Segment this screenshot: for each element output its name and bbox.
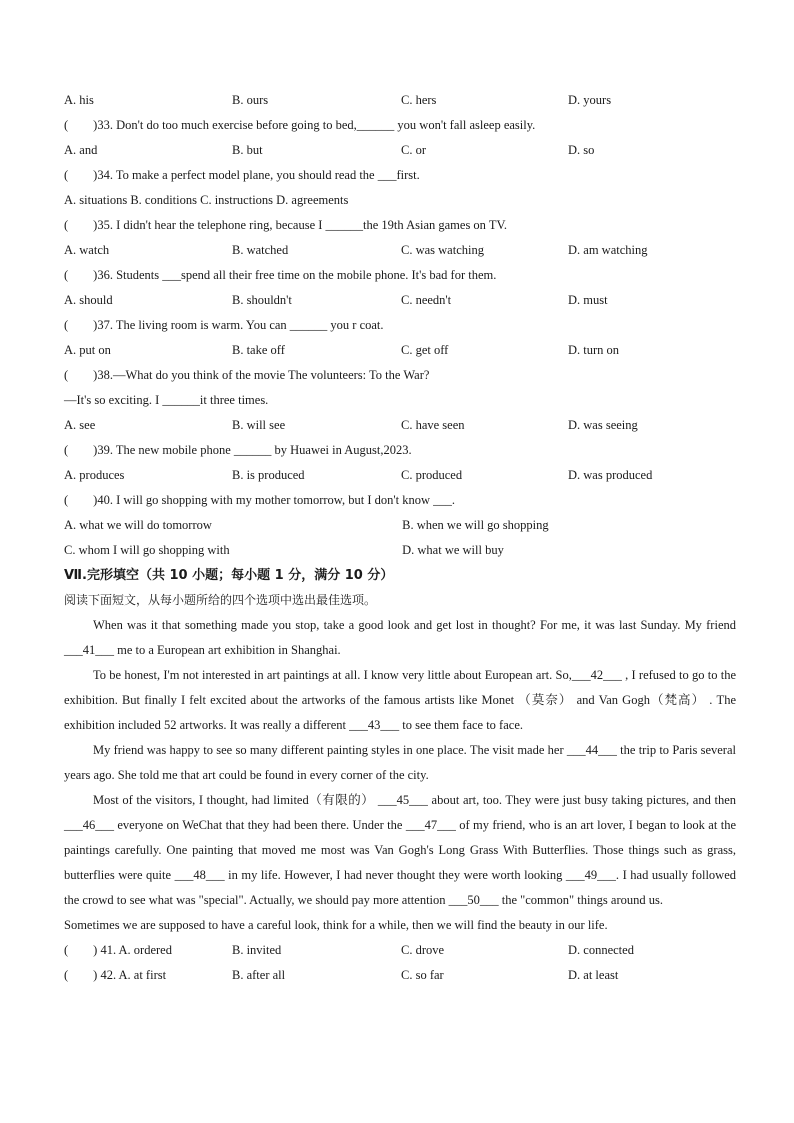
- option-b[interactable]: B. when we will go shopping: [402, 518, 549, 532]
- option-c[interactable]: C. produced: [401, 468, 463, 482]
- passage-paragraph-2: To be honest, I'm not interested in art paintings at all. I know very little about European art. So,___42___ , I refused to go to the exhibition. But finally I felt excited about the artworks of the famous artists like Monet （莫奈） and Van Gogh（梵高） . The exhibition included 52 artworks. It was really a different ___43___ to see them face to face.: [64, 668, 736, 732]
- option-c[interactable]: C. whom I will go shopping with: [64, 543, 230, 557]
- option-c[interactable]: C. needn't: [401, 293, 452, 307]
- option-c[interactable]: C. get off: [401, 343, 449, 357]
- q34-options[interactable]: A. situations B. conditions C. instructions D. agreements: [64, 193, 349, 207]
- passage-paragraph-3: My friend was happy to see so many different painting styles in one place. The visit made her ___44___ the trip to Paris several years ago. She told me that art could be found in every corner of the city.: [64, 743, 736, 782]
- option-d[interactable]: D. connected: [568, 943, 634, 957]
- option-b[interactable]: B. watched: [232, 243, 289, 257]
- option-a[interactable]: A. his: [64, 93, 94, 107]
- q41-row: [64, 938, 736, 963]
- option-b[interactable]: B. but: [232, 143, 263, 157]
- passage-paragraph-4: Most of the visitors, I thought, had limited（有限的） ___45___ about art, too. They were just busy taking pictures, and then ___46___ everyone on WeChat that they had been there. Under the ___47___ of my friend, who is an art lover, I began to look at the paintings carefully. One painting that moved me most was Van Gogh's Long Grass With Butterflies. Those things such as grass, butterflies were quite ___48___ in my life. However, I had never thought they were worth looking ___49___. I had usually followed the crowd to see what was "special". Actually, we should pay more attention ___50___ the "common" things around us.: [64, 793, 736, 907]
- option-d[interactable]: D. was seeing: [568, 418, 638, 432]
- question-41-option-a[interactable]: ( ) 41. A. ordered: [64, 943, 172, 957]
- option-c[interactable]: C. was watching: [401, 243, 484, 257]
- question-34: ( )34. To make a perfect model plane, you should read the ___first.: [64, 168, 420, 182]
- option-d[interactable]: D. what we will buy: [402, 543, 504, 557]
- option-c[interactable]: C. have seen: [401, 418, 465, 432]
- option-b[interactable]: B. take off: [232, 343, 285, 357]
- question-33: ( )33. Don't do too much exercise before going to bed,______ you won't fall asleep easily.: [64, 118, 536, 132]
- question-39: ( )39. The new mobile phone ______ by Huawei in August,2023.: [64, 443, 412, 457]
- question-38-answer: —It's so exciting. I ______it three times.: [64, 393, 269, 407]
- option-a[interactable]: A. should: [64, 293, 113, 307]
- question-40: ( )40. I will go shopping with my mother tomorrow, but I don't know ___.: [64, 493, 455, 507]
- option-c[interactable]: C. hers: [401, 93, 437, 107]
- q36-options: [64, 288, 736, 313]
- question-38: ( )38.—What do you think of the movie The volunteers: To the War?: [64, 368, 430, 382]
- option-a[interactable]: A. put on: [64, 343, 111, 357]
- option-d[interactable]: D. at least: [568, 968, 619, 982]
- option-d[interactable]: D. must: [568, 293, 608, 307]
- option-c[interactable]: C. drove: [401, 943, 445, 957]
- q33-options: [64, 138, 736, 163]
- exam-page: [64, 88, 736, 988]
- q40-options-row1: [64, 513, 736, 538]
- q32-options: [64, 88, 736, 113]
- option-d[interactable]: D. yours: [568, 93, 612, 107]
- q37-options: [64, 338, 736, 363]
- option-b[interactable]: B. ours: [232, 93, 269, 107]
- section-instruction: 阅读下面短文，从每小题所给的四个选项中选出最佳选项。: [64, 593, 377, 607]
- passage-paragraph-5: Sometimes we are supposed to have a careful look, think for a while, then we will find the beauty in our life.: [64, 918, 608, 932]
- option-b[interactable]: B. after all: [232, 968, 286, 982]
- section-title: Ⅶ.完形填空（共 10 小题；每小题 1 分，满分 10 分）: [64, 568, 394, 583]
- q42-row: [64, 963, 736, 988]
- q35-options: [64, 238, 736, 263]
- option-a[interactable]: A. and: [64, 143, 98, 157]
- passage-paragraph-1: When was it that something made you stop, take a good look and get lost in thought? For me, it was last Sunday. My friend ___41___ me to a European art exhibition in Shanghai.: [64, 618, 736, 657]
- option-b[interactable]: B. shouldn't: [232, 293, 292, 307]
- option-a[interactable]: A. watch: [64, 243, 110, 257]
- q40-options-row2: [64, 538, 736, 563]
- option-b[interactable]: B. will see: [232, 418, 286, 432]
- option-a[interactable]: A. what we will do tomorrow: [64, 518, 212, 532]
- option-d[interactable]: D. turn on: [568, 343, 620, 357]
- question-35: ( )35. I didn't hear the telephone ring, because I ______the 19th Asian games on TV.: [64, 218, 508, 232]
- option-d[interactable]: D. am watching: [568, 243, 648, 257]
- option-c[interactable]: C. so far: [401, 968, 444, 982]
- question-36: ( )36. Students ___spend all their free time on the mobile phone. It's bad for them.: [64, 268, 497, 282]
- question-42-option-a[interactable]: ( ) 42. A. at first: [64, 968, 167, 982]
- option-b[interactable]: B. is produced: [232, 468, 305, 482]
- question-37: ( )37. The living room is warm. You can ______ you r coat.: [64, 318, 384, 332]
- option-c[interactable]: C. or: [401, 143, 426, 157]
- option-b[interactable]: B. invited: [232, 943, 282, 957]
- q39-options: [64, 463, 736, 488]
- option-a[interactable]: A. produces: [64, 468, 125, 482]
- option-d[interactable]: D. was produced: [568, 468, 653, 482]
- q38-options: [64, 413, 736, 438]
- option-d[interactable]: D. so: [568, 143, 595, 157]
- option-a[interactable]: A. see: [64, 418, 96, 432]
